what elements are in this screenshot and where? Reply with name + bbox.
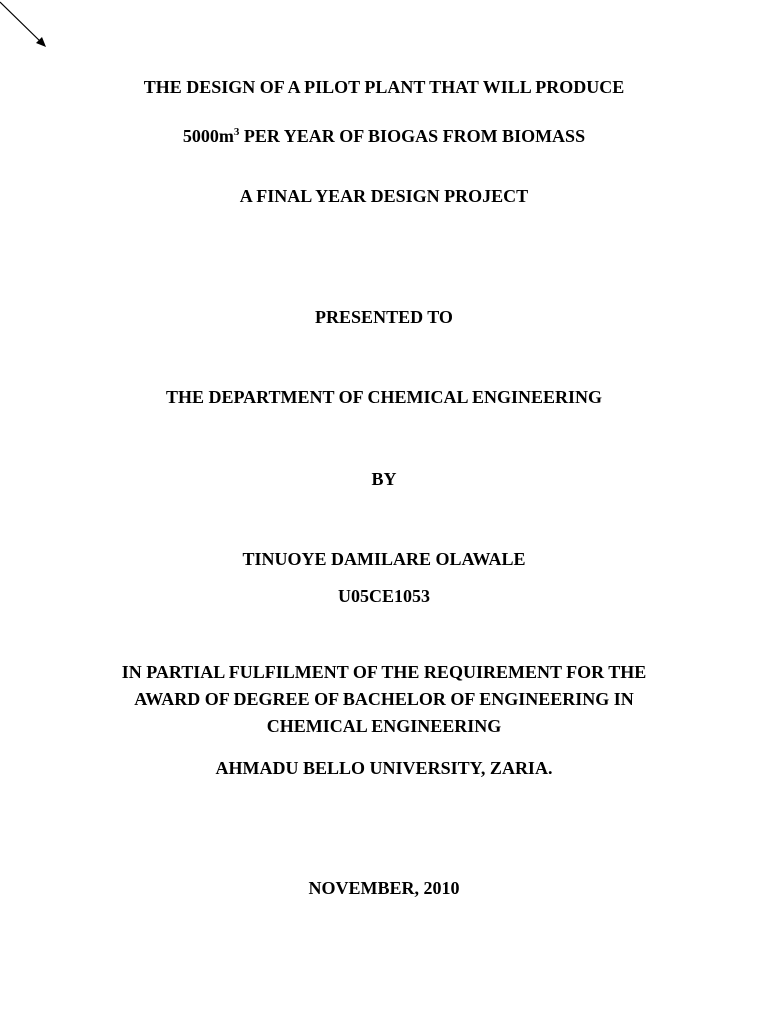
fulfilment-line-2: AWARD OF DEGREE OF BACHELOR OF ENGINEERING IN — [134, 689, 634, 709]
title-line-1: THE DESIGN OF A PILOT PLANT THAT WILL PRODUCE — [143, 77, 625, 97]
submission-date: NOVEMBER, 2010 — [308, 878, 460, 898]
author-name: TINUOYE DAMILARE OLAWALE — [242, 549, 526, 569]
presented-to-label: PRESENTED TO — [315, 307, 453, 327]
arrow-pointer-icon — [0, 0, 60, 60]
university-name: AHMADU BELLO UNIVERSITY, ZARIA. — [215, 758, 553, 778]
title-quantity: 5000m — [182, 126, 234, 146]
by-label: BY — [371, 469, 397, 489]
fulfilment-line-3: CHEMICAL ENGINEERING — [266, 716, 502, 736]
title-superscript: 3 — [233, 126, 240, 138]
fulfilment-statement — [60, 659, 708, 740]
title-line-2 — [0, 125, 768, 147]
fulfilment-line-1: IN PARTIAL FULFILMENT OF THE REQUIREMENT FOR THE — [121, 662, 647, 682]
matric-number: U05CE1053 — [337, 586, 430, 606]
department-name: THE DEPARTMENT OF CHEMICAL ENGINEERING — [165, 387, 603, 407]
project-type: A FINAL YEAR DESIGN PROJECT — [239, 186, 529, 206]
title-line-2-text: PER YEAR OF BIOGAS FROM BIOMASS — [239, 126, 586, 146]
